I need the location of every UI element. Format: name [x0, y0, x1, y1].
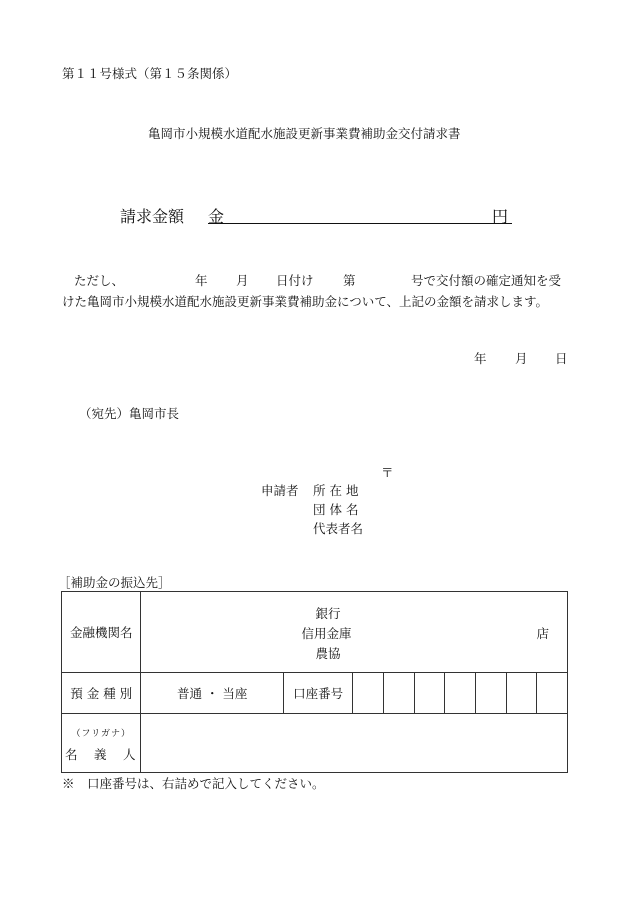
- addressee: （宛先）亀岡市長: [79, 406, 180, 421]
- account-number-label: 口座番号: [293, 686, 344, 701]
- date-month: 月: [515, 351, 528, 366]
- body-number-prefix: 第: [343, 273, 356, 288]
- amount-prefix: 金: [208, 207, 225, 226]
- institution-type-nokyo: 農協: [315, 646, 341, 661]
- amount-input-line[interactable]: [208, 223, 512, 224]
- document-title: 亀岡市小規模水道配水施設更新事業費補助金交付請求書: [148, 126, 461, 141]
- account-type-options-cell[interactable]: [141, 673, 284, 714]
- account-digit-1[interactable]: [353, 673, 384, 714]
- applicant-address-label: 所 在 地: [313, 483, 359, 498]
- body-year: 年: [195, 273, 208, 288]
- institution-input-cell[interactable]: [141, 592, 568, 673]
- holder-input-cell[interactable]: [141, 714, 568, 773]
- account-type-label-cell: [62, 673, 141, 714]
- account-digit-5[interactable]: [475, 673, 506, 714]
- account-digit-4[interactable]: [445, 673, 476, 714]
- furigana-label: （フリガナ）: [71, 728, 131, 739]
- date-day: 日: [555, 351, 568, 366]
- institution-type-bank: 銀行: [315, 606, 341, 621]
- body-day: 日付け: [276, 273, 314, 288]
- bank-table: [61, 591, 568, 773]
- bank-section-heading: ［補助金の振込先］: [58, 575, 171, 590]
- holder-label-cell: [62, 714, 141, 773]
- account-digit-3[interactable]: [414, 673, 445, 714]
- institution-label-cell: [62, 592, 141, 673]
- holder-label: 名 義 人: [64, 746, 138, 762]
- applicant-rep-label: 代表者名: [313, 521, 364, 536]
- institution-type-shinkin: 信用金庫: [301, 626, 352, 641]
- branch-suffix: 店: [536, 626, 549, 641]
- body-line2: けた亀岡市小規模水道配水施設更新事業費補助金について、上記の金額を請求します。: [62, 294, 549, 309]
- date-year: 年: [474, 351, 487, 366]
- amount-label: 請求金額: [120, 207, 185, 226]
- account-digit-2[interactable]: [383, 673, 414, 714]
- account-type-label: 預 金 種 別: [70, 686, 133, 701]
- account-type-options[interactable]: 普通 ・ 当座: [176, 686, 248, 701]
- footnote: ※ 口座番号は、右詰めで記入してください。: [62, 776, 325, 791]
- applicant-label: 申請者: [261, 483, 299, 498]
- body-start: ただし、: [74, 273, 125, 288]
- institution-label: 金融機関名: [69, 625, 133, 640]
- account-digit-6[interactable]: [506, 673, 537, 714]
- body-line1-rest: 号で交付額の確定通知を受: [411, 273, 562, 288]
- applicant-org-label: 団 体 名: [313, 502, 359, 517]
- form-number: 第１１号様式（第１５条関係）: [62, 66, 238, 81]
- account-digit-7[interactable]: [537, 673, 568, 714]
- body-month: 月: [236, 273, 249, 288]
- postal-mark: 〒: [381, 465, 394, 480]
- amount-suffix: 円: [492, 207, 509, 226]
- account-number-label-cell: [283, 673, 352, 714]
